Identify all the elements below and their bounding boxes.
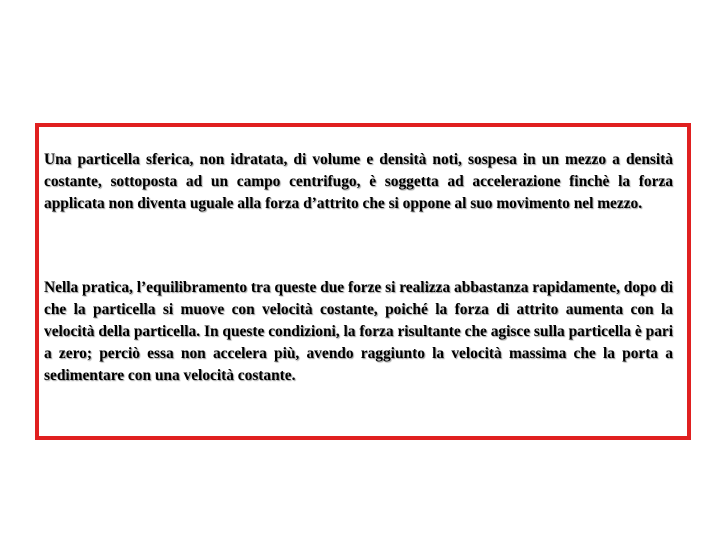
paragraph-centrifugal-force: Una particella sferica, non idratata, di volume e densità noti, sospesa in un mezzo a densità costante, sottoposta ad un campo centrifugo, è soggetta ad accelerazione finchè la forza applicata non diventa uguale alla forza d’attrito che si oppone al suo movimento nel mezzo. <box>44 151 673 212</box>
paragraph-force-equilibrium: Nella pratica, l’equilibramento tra queste due forze si realizza abbastanza rapidamente, dopo di che la particella si muove con velocità costante, poiché la forza di attrito aumenta con la velocità della particella. In queste condizioni, la forza risultante che agisce sulla particella è pari a zero; perciò essa non accelera più, avendo raggiunto la velocità massima che la porta a sedimentare con una velocità costante. <box>44 279 673 384</box>
